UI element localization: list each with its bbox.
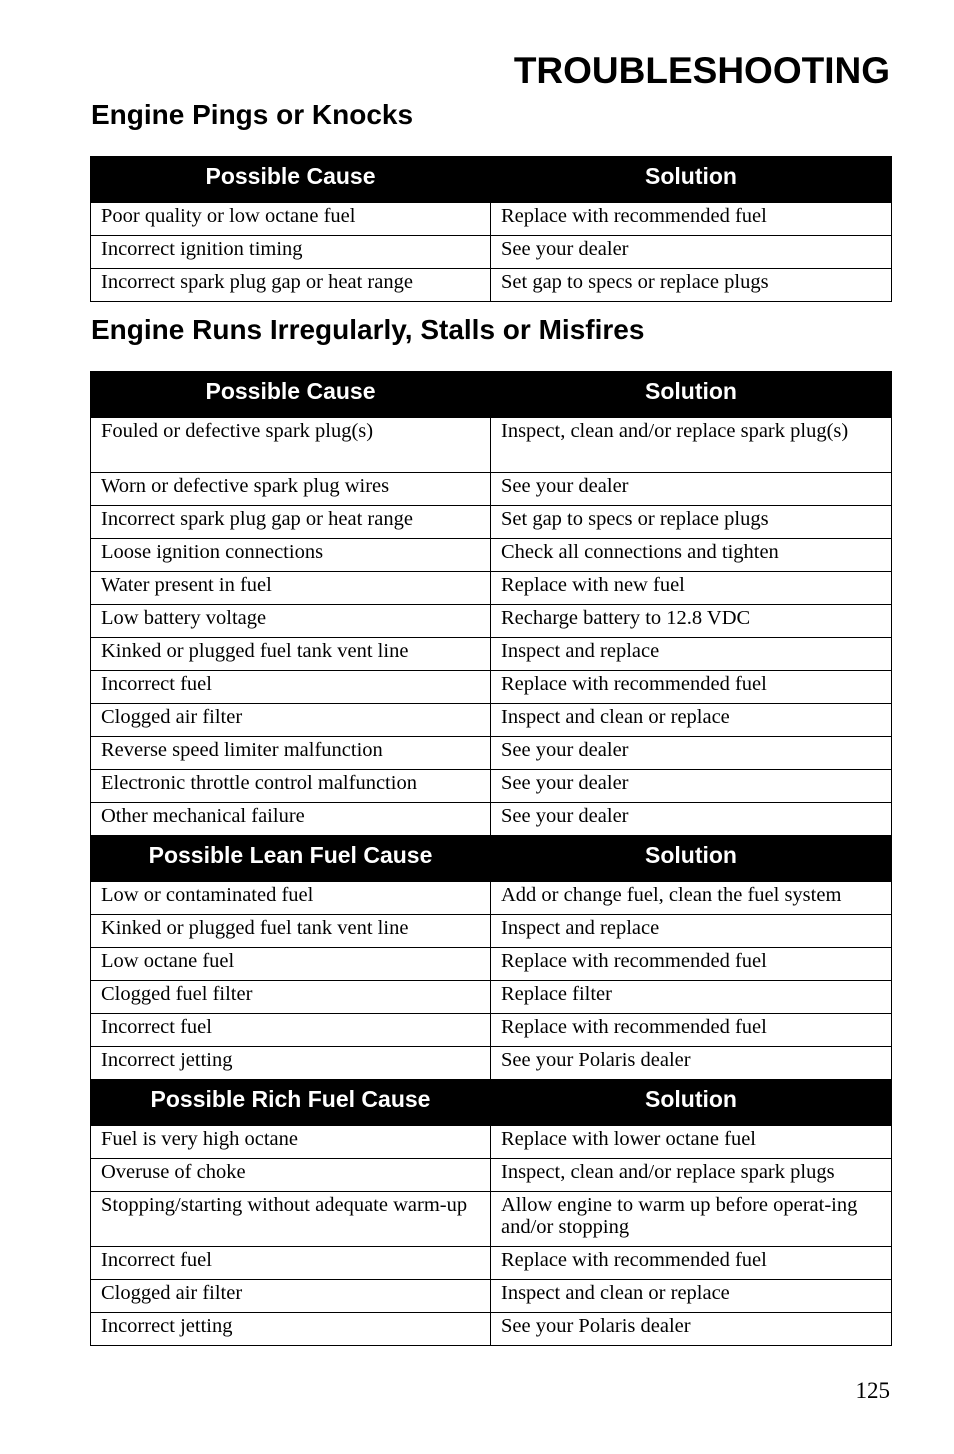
table-row	[91, 1247, 892, 1280]
table-row	[91, 915, 892, 948]
table-row	[91, 1192, 892, 1247]
solution-cell: See your dealer	[491, 473, 892, 506]
rich-fuel-header-row	[91, 1080, 892, 1126]
table-row	[91, 506, 892, 539]
solution-cell: Replace with recommended fuel	[491, 203, 892, 236]
cause-cell: Incorrect fuel	[91, 671, 491, 704]
engine-runs-irregularly-table	[90, 371, 892, 1346]
table-row	[91, 981, 892, 1014]
solution-cell: See your dealer	[491, 803, 892, 836]
table-row	[91, 1126, 892, 1159]
table-row	[91, 1159, 892, 1192]
cause-cell: Stopping/starting without adequate warm-up	[91, 1192, 491, 1247]
section-title-engine-runs-irregularly: Engine Runs Irregularly, Stalls or Misfires	[91, 314, 645, 345]
solution-cell: See your Polaris dealer	[491, 1047, 892, 1080]
table-row	[91, 671, 892, 704]
cause-cell: Fouled or defective spark plug(s)	[91, 418, 491, 473]
cause-cell: Electronic throttle control malfunction	[91, 770, 491, 803]
cause-cell: Incorrect fuel	[91, 1014, 491, 1047]
cause-cell: Fuel is very high octane	[91, 1126, 491, 1159]
lean-fuel-header-row	[91, 836, 892, 882]
cause-cell: Poor quality or low octane fuel	[91, 203, 491, 236]
table-header-row	[91, 157, 892, 203]
table-row	[91, 539, 892, 572]
cause-cell: Overuse of choke	[91, 1159, 491, 1192]
solution-cell: See your dealer	[491, 236, 892, 269]
cause-cell: Incorrect fuel	[91, 1247, 491, 1280]
table-row	[91, 236, 892, 269]
table-row	[91, 605, 892, 638]
solution-cell: Replace with lower octane fuel	[491, 1126, 892, 1159]
column-header-solution: Solution	[491, 372, 892, 418]
solution-cell: Replace filter	[491, 981, 892, 1014]
table-row	[91, 572, 892, 605]
cause-cell: Low or contaminated fuel	[91, 882, 491, 915]
page-number: 125	[855, 1378, 890, 1403]
table-row	[91, 269, 892, 302]
table-row	[91, 948, 892, 981]
solution-cell: See your dealer	[491, 770, 892, 803]
section-title-engine-pings: Engine Pings or Knocks	[91, 99, 414, 130]
solution-cell: Replace with recommended fuel	[491, 671, 892, 704]
table-row	[91, 638, 892, 671]
solution-cell: Inspect and clean or replace	[491, 704, 892, 737]
table-row	[91, 473, 892, 506]
table-row	[91, 704, 892, 737]
solution-cell: Inspect and replace	[491, 915, 892, 948]
column-header-solution: Solution	[491, 836, 892, 882]
table-row	[91, 770, 892, 803]
table-row	[91, 203, 892, 236]
cause-cell: Kinked or plugged fuel tank vent line	[91, 638, 491, 671]
table-row	[91, 737, 892, 770]
solution-cell: Inspect and clean or replace	[491, 1280, 892, 1313]
cause-cell: Incorrect jetting	[91, 1313, 491, 1346]
column-header-lean-cause: Possible Lean Fuel Cause	[91, 836, 491, 882]
cause-cell: Kinked or plugged fuel tank vent line	[91, 915, 491, 948]
solution-cell: Add or change fuel, clean the fuel system	[491, 882, 892, 915]
column-header-rich-cause: Possible Rich Fuel Cause	[91, 1080, 491, 1126]
solution-cell: Inspect and replace	[491, 638, 892, 671]
engine-pings-table	[90, 156, 892, 302]
table-row	[91, 1280, 892, 1313]
cause-cell: Incorrect spark plug gap or heat range	[91, 269, 491, 302]
column-header-cause: Possible Cause	[91, 157, 491, 203]
solution-cell: See your dealer	[491, 737, 892, 770]
cause-cell: Incorrect ignition timing	[91, 236, 491, 269]
cause-cell: Other mechanical failure	[91, 803, 491, 836]
solution-cell: Replace with recommended fuel	[491, 948, 892, 981]
column-header-solution: Solution	[491, 1080, 892, 1126]
solution-cell: Replace with recommended fuel	[491, 1014, 892, 1047]
cause-cell: Worn or defective spark plug wires	[91, 473, 491, 506]
cause-cell: Incorrect spark plug gap or heat range	[91, 506, 491, 539]
solution-cell: See your Polaris dealer	[491, 1313, 892, 1346]
cause-cell: Incorrect jetting	[91, 1047, 491, 1080]
solution-cell: Check all connections and tighten	[491, 539, 892, 572]
solution-cell: Replace with new fuel	[491, 572, 892, 605]
table-header-row	[91, 372, 892, 418]
solution-cell: Inspect, clean and/or replace spark plug(s)	[491, 418, 892, 473]
table-row	[91, 1047, 892, 1080]
cause-cell: Clogged air filter	[91, 1280, 491, 1313]
solution-cell: Set gap to specs or replace plugs	[491, 506, 892, 539]
solution-cell: Recharge battery to 12.8 VDC	[491, 605, 892, 638]
solution-cell: Allow engine to warm up before operat-ing and/or stopping	[491, 1192, 892, 1247]
table-row	[91, 418, 892, 473]
table-row	[91, 1014, 892, 1047]
cause-cell: Loose ignition connections	[91, 539, 491, 572]
cause-cell: Clogged air filter	[91, 704, 491, 737]
solution-cell: Set gap to specs or replace plugs	[491, 269, 892, 302]
table-row	[91, 803, 892, 836]
cause-cell: Reverse speed limiter malfunction	[91, 737, 491, 770]
page-title: TROUBLESHOOTING	[513, 50, 890, 91]
table-row	[91, 882, 892, 915]
cause-cell: Low octane fuel	[91, 948, 491, 981]
column-header-cause: Possible Cause	[91, 372, 491, 418]
solution-cell: Inspect, clean and/or replace spark plugs	[491, 1159, 892, 1192]
solution-cell: Replace with recommended fuel	[491, 1247, 892, 1280]
table-row	[91, 1313, 892, 1346]
cause-cell: Low battery voltage	[91, 605, 491, 638]
cause-cell: Water present in fuel	[91, 572, 491, 605]
cause-cell: Clogged fuel filter	[91, 981, 491, 1014]
column-header-solution: Solution	[491, 157, 892, 203]
